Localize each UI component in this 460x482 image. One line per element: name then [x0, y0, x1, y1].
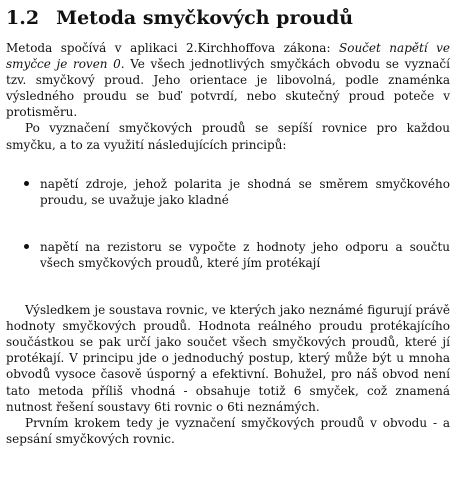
spacer — [6, 208, 450, 239]
principles-list — [6, 176, 450, 271]
spacer — [6, 271, 450, 302]
principle-item — [6, 176, 450, 208]
bullet-icon — [24, 244, 29, 249]
spacer — [6, 153, 450, 176]
section-number: 1.2 — [6, 7, 40, 29]
intro-text-start: Metoda spočívá v aplikaci 2.Kirchhoffova zákona: — [6, 41, 339, 55]
bullet-icon — [24, 181, 29, 186]
intro-law-statement: Součet napětí ve smyčce je roven 0 — [6, 41, 450, 72]
first-step-paragraph: Prvním krokem tedy je vyznačení smyčkových proudů v obvodu - a sepsání smyčkových rovnic. — [6, 415, 450, 446]
rules-intro-paragraph: Po vyznačení smyčkových proudů se sepíší rovnice pro každou smyčku, a to za využití následujících principů: — [6, 121, 450, 152]
principle-text: napětí zdroje, jehož polarita je shodná se směrem smyčkového proudu, se uvažuje jako kladné — [40, 176, 450, 207]
section-heading — [6, 6, 450, 30]
intro-text-end: . Ve všech jednotlivých smyčkách obvodu se vyznačí tzv. smyčkový proud. Jeho orientace je libovolná, podle znaménka výsledného proudu se buď potvrdí, nebo skutečný proud poteče v protisměru. — [6, 57, 450, 120]
result-paragraph: Výsledkem je soustava rovnic, ve kterých jako neznámé figurují právě hodnoty smyčkových proudů. Hodnota reálného proudu protékajícího součástkou se pak určí jako součet všech smyčkových proudů, které jí protékají. V principu jde o jednoduchý postup, který může být u mnoha obvodů vysoce časově úsporný a efektivní. Bohužel, pro náš obvod není tato metoda příliš vhodná - obsahuje totiž 6 smyček, což znamená nutnost řešení soustavy 6ti rovnic o 6ti neznámých. — [6, 303, 450, 414]
principle-item — [6, 239, 450, 271]
principle-text: napětí na rezistoru se vypočte z hodnoty jeho odporu a součtu všech smyčkových proudů, které jím protékají — [40, 239, 450, 270]
section-title: Metoda smyčkových proudů — [56, 7, 354, 29]
intro-paragraph — [6, 40, 450, 120]
